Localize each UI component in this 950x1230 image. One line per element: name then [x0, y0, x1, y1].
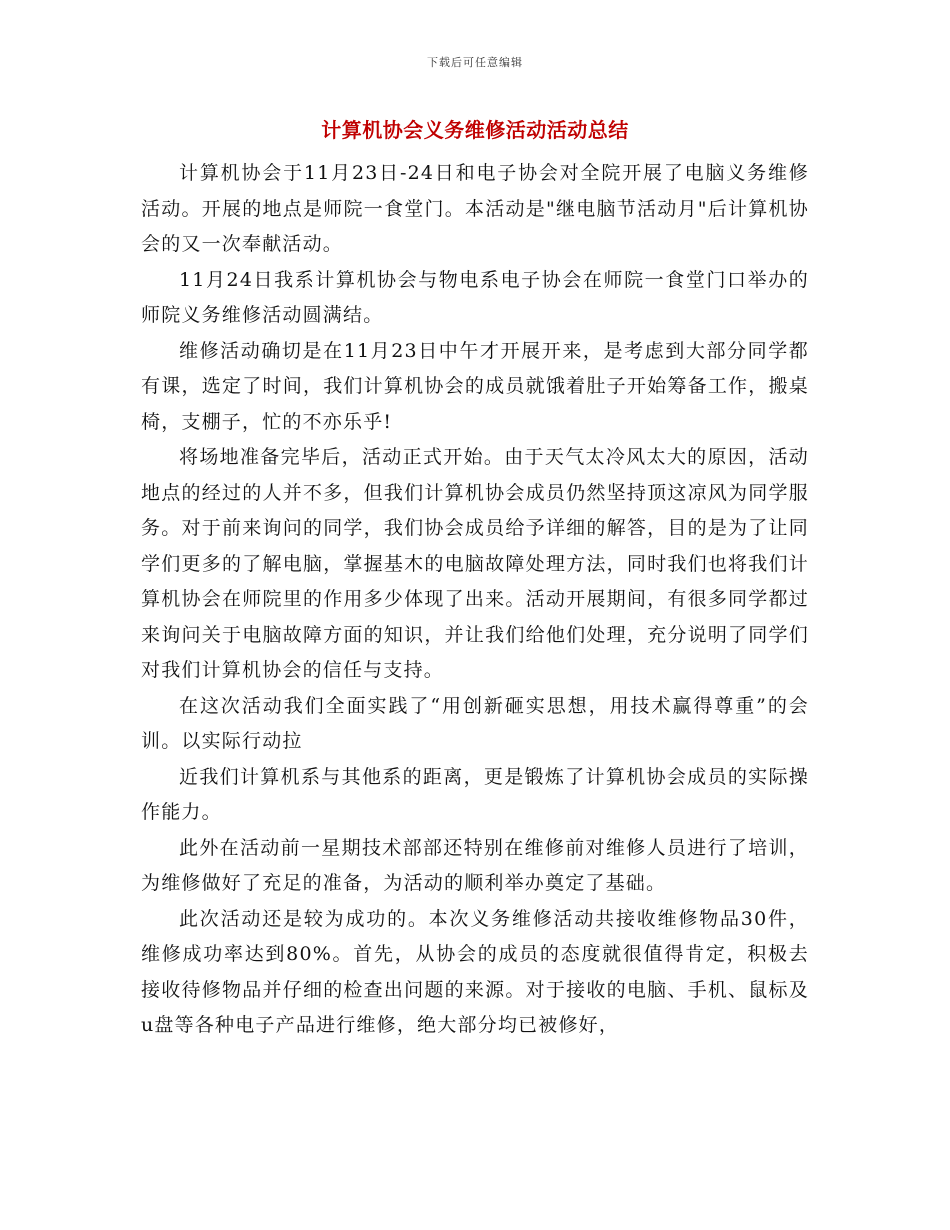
paragraph: 维修活动确切是在11月23日中午才开展开来，是考虑到大部分同学都有课，选定了时间，我们计算机协会的成员就饿着肚子开始筹备工作，搬桌椅，支棚子，忙的不亦乐乎! [141, 339, 809, 433]
document-body [141, 156, 809, 1044]
paragraph: 将场地准备完毕后，活动正式开始。由于天气太冷风太大的原因，活动地点的经过的人并不多，但我们计算机协会成员仍然坚持顶这凉风为同学服务。对于前来询问的同学，我们协会成员给予详细的解答，目的是为了让同学们更多的了解电脑，掌握基木的电脑故障处理方法，同时我们也将我们计算机协会在师院里的作用多少体现了出来。活动开展期间，有很多同学都过来询问关于电脑故障方面的知识，并让我们给他们处理，充分说明了同学们对我们计算机协会的信任与支持。 [141, 446, 809, 681]
document-title: 计算机协会义务维修活动活动总结 [321, 118, 629, 142]
header-note: 下载后可任意编辑 [427, 56, 523, 69]
paragraph: 近我们计算机系与其他系的距离，更是锻炼了计算机协会成员的实际操作能力。 [141, 765, 809, 823]
paragraph: 此外在活动前一星期技术部部还特别在维修前对维修人员进行了培训，为维修做好了充足的准备，为活动的顺利举办奠定了基础。 [141, 836, 809, 894]
paragraph: 计算机协会于11月23日-24日和电子协会对全院开展了电脑义务维修活动。开展的地点是师院一食堂门。本活动是"继电脑节活动月"后计算机协会的又一次奉献活动。 [141, 162, 809, 255]
paragraph: 此次活动还是较为成功的。本次义务维修活动共接收维修物品30件，维修成功率达到80%。首先，从协会的成员的态度就很值得肯定，积极去接收待修物品并仔细的检查出问题的来源。对于接收的电脑、手机、鼠标及u盘等各种电子产品进行维修，绝大部分均已被修好， [141, 907, 809, 1036]
paragraph: 11月24日我系计算机协会与物电系电子协会在师院一食堂门口举办的师院义务维修活动圆满结。 [141, 268, 809, 326]
paragraph: 在这次活动我们全面实践了“用创新砸实思想，用技术赢得尊重”的会训。以实际行动拉 [141, 694, 809, 752]
